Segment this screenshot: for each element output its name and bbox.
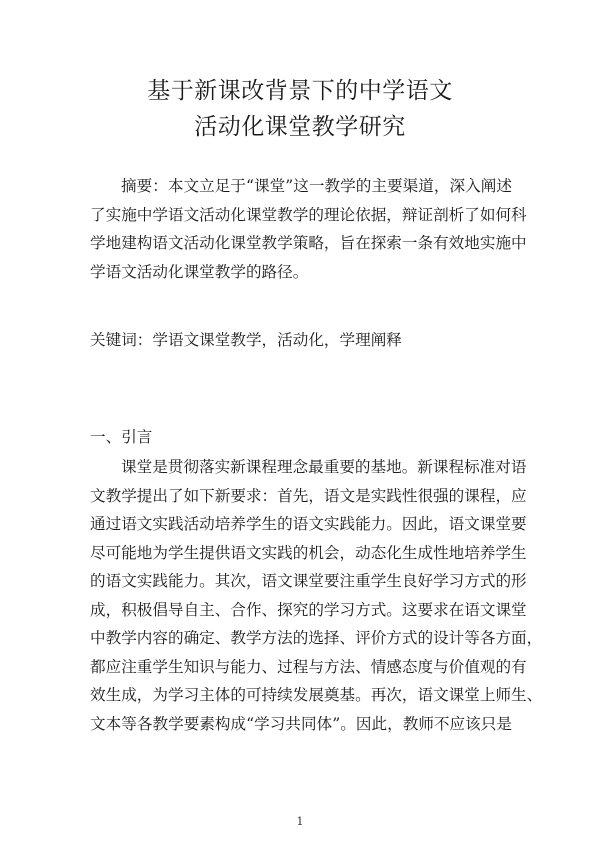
body-line: 通过语文实践活动培养学生的语文实践能力。因此，语文课堂要	[90, 515, 527, 533]
abstract-line: 摘要：本文立足于“课堂”这一教学的主要渠道，深入阐述	[121, 177, 512, 195]
body-line: 的语文实践能力。其次，语文课堂要注重学生良好学习方式的形	[90, 572, 527, 590]
body-line: 效生成，为学习主体的可持续发展奠基。再次，语文课堂上师生、	[90, 686, 543, 704]
body-line: 成，积极倡导自主、合作、探究的学习方式。这要求在语文课堂	[90, 600, 527, 619]
body-line: 文教学提出了如下新要求：首先，语文是实践性很强的课程，应	[90, 486, 527, 505]
abstract-line: 学语文活动化课堂教学的路径。	[90, 262, 309, 281]
page-number: 1	[296, 815, 304, 828]
introduction-paragraph	[90, 453, 543, 738]
body-line: 都应注重学生知识与能力、过程与方法、情感态度与价值观的有	[90, 657, 527, 676]
body-line: 课堂是贯彻落实新课程理念最重要的基地。新课程标准对语	[121, 458, 527, 476]
keywords-line	[90, 326, 512, 355]
body-line: 文本等各教学要素构成“学习共同体”。因此，教师不应该只是	[90, 714, 512, 733]
abstract-line: 了实施中学语文活动化课堂教学的理论依据，辩证剖析了如何科	[90, 205, 527, 224]
section-heading-text: 一、引言	[90, 428, 153, 446]
body-line: 中教学内容的确定、教学方法的选择、评价方式的设计等各方面，	[90, 629, 543, 647]
abstract-paragraph	[90, 172, 527, 286]
keywords-text: 关键词：学语文课堂教学，活动化，学理阐释	[90, 331, 402, 349]
document-title-line-2: 活动化课堂教学研究	[194, 114, 406, 140]
abstract-line: 学地建构语文活动化课堂教学策略，旨在探索一条有效地实施中	[90, 234, 527, 252]
section-heading	[90, 423, 512, 452]
document-title-line-1: 基于新课改背景下的中学语文	[147, 78, 453, 104]
body-line: 尽可能地为学生提供语文实践的机会，动态化生成性地培养学生	[90, 543, 527, 562]
